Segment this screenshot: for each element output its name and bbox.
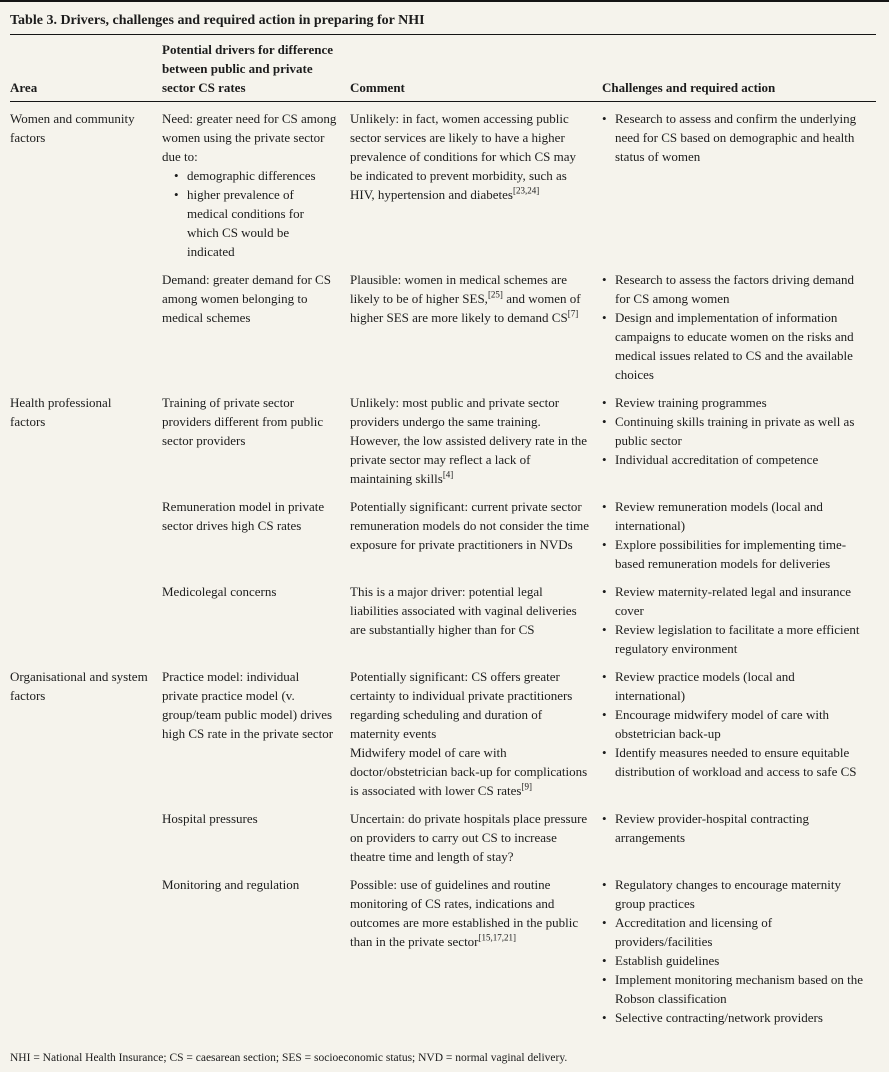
- challenge-item-text: Explore possibilities for implementing time-based remuneration models for deliveries: [615, 537, 847, 571]
- challenge-item-text: Implement monitoring mechanism based on the Robson classification: [615, 972, 864, 1006]
- challenge-item: [602, 705, 864, 743]
- bullet-icon: •: [602, 1010, 607, 1025]
- challenge-item-text: Research to assess the factors driving demand for CS among women: [615, 272, 854, 306]
- bullet-icon: •: [602, 811, 607, 826]
- reference-superscript: [23,24]: [512, 185, 540, 196]
- reference-superscript: [7]: [567, 308, 579, 319]
- comment-paragraph: Possible: use of guidelines and routine monitoring of CS rates, indications and outcomes are more established in the public than in the private sector[15,17,21]: [350, 877, 579, 949]
- bullet-icon: •: [602, 669, 607, 684]
- driver-cell: [162, 393, 350, 497]
- driver-text: Demand: greater demand for CS among women belonging to medical schemes: [162, 272, 331, 325]
- area-cell: Women and community factors: [10, 111, 135, 145]
- challenge-item-text: Design and implementation of information campaigns to educate women on the risks and medical issues related to CS and the available choices: [615, 310, 854, 382]
- challenge-item-text: Accreditation and licensing of providers/facilities: [615, 915, 773, 949]
- table-title: Table 3. Drivers, challenges and required action in preparing for NHI: [10, 8, 876, 35]
- bullet-icon: •: [602, 972, 607, 987]
- bullet-icon: •: [602, 111, 607, 126]
- challenge-item: [602, 450, 864, 469]
- col-header-area: Area: [10, 35, 162, 102]
- challenge-item-text: Review maternity-related legal and insurance cover: [615, 584, 852, 618]
- reference-superscript: [25]: [487, 289, 503, 300]
- comment-paragraph: Uncertain: do private hospitals place pressure on providers to carry out CS to increase theatre time and length of stay?: [350, 811, 588, 864]
- challenge-item: [602, 393, 864, 412]
- comment-cell: [350, 497, 602, 582]
- challenges-cell: [602, 667, 876, 809]
- comment-paragraph: Plausible: women in medical schemes are likely to be of higher SES,[25] and women of higher SES are more likely to demand CS[7]: [350, 272, 581, 325]
- comment-cell: [350, 270, 602, 393]
- bullet-icon: •: [602, 915, 607, 930]
- reference-superscript: [15,17,21]: [478, 932, 517, 943]
- challenge-item-text: Individual accreditation of competence: [615, 452, 819, 467]
- table-row: [10, 102, 876, 271]
- challenges-cell: [602, 875, 876, 1036]
- challenge-item-text: Encourage midwifery model of care with obstetrician back-up: [615, 707, 830, 741]
- challenge-item-text: Regulatory changes to encourage maternity group practices: [615, 877, 841, 911]
- challenge-item-text: Review provider-hospital contracting arrangements: [615, 811, 809, 845]
- challenge-item-text: Review practice models (local and international): [615, 669, 795, 703]
- bullet-icon: •: [602, 414, 607, 429]
- bullet-icon: •: [602, 877, 607, 892]
- challenges-cell: [602, 102, 876, 271]
- footnote: NHI = National Health Insurance; CS = caesarean section; SES = socioeconomic status; NVD = normal vaginal delivery.: [10, 1052, 568, 1064]
- challenge-item: [602, 951, 864, 970]
- challenge-item: [602, 970, 864, 1008]
- challenge-item-text: Research to assess and confirm the underlying need for CS based on demographic and health status of women: [615, 111, 857, 164]
- drivers-table: [10, 35, 876, 1036]
- challenges-cell: [602, 270, 876, 393]
- driver-text: Monitoring and regulation: [162, 877, 300, 892]
- bullet-icon: •: [174, 187, 179, 202]
- comment-cell: [350, 875, 602, 1036]
- bullet-icon: •: [602, 499, 607, 514]
- driver-cell: [162, 875, 350, 1036]
- comment-cell: [350, 393, 602, 497]
- challenge-item-text: Review legislation to facilitate a more efficient regulatory environment: [615, 622, 860, 656]
- challenge-item: [602, 743, 864, 781]
- driver-text: Training of private sector providers different from public sector providers: [162, 395, 324, 448]
- challenge-item: [602, 497, 864, 535]
- driver-bullet-text: higher prevalence of medical conditions for which CS would be indicated: [187, 187, 304, 259]
- header-row: [10, 35, 876, 102]
- bullet-icon: •: [602, 310, 607, 325]
- comment-paragraph: Unlikely: most public and private sector providers undergo the same training. However, the low assisted delivery rate in the private sector may reflect a lack of maintaining skills[4]: [350, 395, 588, 486]
- driver-cell: [162, 667, 350, 809]
- table-body: [10, 102, 876, 1037]
- bullet-icon: •: [602, 537, 607, 552]
- comment-paragraph: Unlikely: in fact, women accessing public sector services are likely to have a higher prevalence of conditions for which CS may be indicated to prevent morbidity, such as HIV, hypertension and diabetes[23,24]: [350, 111, 576, 202]
- comment-cell: [350, 809, 602, 875]
- col-header-drivers: Potential drivers for difference between public and private sector CS rates: [162, 35, 350, 102]
- challenge-item: [602, 913, 864, 951]
- challenge-item: [602, 308, 864, 384]
- bullet-icon: •: [602, 745, 607, 760]
- driver-cell: [162, 497, 350, 582]
- challenge-item: [602, 875, 864, 913]
- driver-bullet: [174, 166, 338, 185]
- reference-superscript: [4]: [442, 469, 454, 480]
- comment-cell: [350, 582, 602, 667]
- area-cell: Organisational and system factors: [10, 669, 148, 703]
- col-header-challenges: Challenges and required action: [602, 35, 876, 102]
- table-row: [10, 393, 876, 497]
- challenges-cell: [602, 809, 876, 875]
- challenge-item: [602, 582, 864, 620]
- challenge-item-text: Continuing skills training in private as well as public sector: [615, 414, 855, 448]
- driver-bullet: [174, 185, 338, 261]
- challenge-item: [602, 620, 864, 658]
- challenge-item-text: Establish guidelines: [615, 953, 720, 968]
- bullet-icon: •: [602, 272, 607, 287]
- challenge-item: [602, 1008, 864, 1027]
- bullet-icon: •: [602, 707, 607, 722]
- bullet-icon: •: [602, 584, 607, 599]
- comment-paragraph: This is a major driver: potential legal liabilities associated with vaginal deliveries are substantially higher than for CS: [350, 584, 577, 637]
- driver-text: Practice model: individual private practice model (v. group/team public model) drives high CS rate in the private sector: [162, 669, 334, 741]
- comment-cell: [350, 102, 602, 271]
- table-row: [10, 667, 876, 809]
- driver-text: Medicolegal concerns: [162, 584, 277, 599]
- challenge-item-text: Identify measures needed to ensure equitable distribution of workload and access to safe CS: [615, 745, 857, 779]
- comment-paragraph: Midwifery model of care with doctor/obstetrician back-up for complications is associated with lower CS rates[9]: [350, 745, 588, 798]
- driver-text: Need: greater need for CS among women using the private sector due to:: [162, 111, 337, 164]
- challenge-item: [602, 535, 864, 573]
- challenge-item-text: Review remuneration models (local and international): [615, 499, 823, 533]
- col-header-comment: Comment: [350, 35, 602, 102]
- challenge-item-text: Selective contracting/network providers: [615, 1010, 823, 1025]
- bullet-icon: •: [602, 622, 607, 637]
- challenge-item-text: Review training programmes: [615, 395, 767, 410]
- area-cell: Health professional factors: [10, 395, 112, 429]
- comment-cell: [350, 667, 602, 809]
- challenges-cell: [602, 393, 876, 497]
- challenge-item: [602, 412, 864, 450]
- reference-superscript: [9]: [521, 781, 532, 792]
- comment-paragraph: Potentially significant: current private sector remuneration models do not consider the time exposure for private practitioners in NVDs: [350, 499, 589, 552]
- challenge-item: [602, 270, 864, 308]
- challenge-item: [602, 109, 864, 166]
- comment-paragraph: Potentially significant: CS offers greater certainty to individual private practitioners regarding scheduling and duration of maternity events: [350, 669, 573, 741]
- challenge-item: [602, 809, 864, 847]
- driver-bullet-text: demographic differences: [187, 168, 316, 183]
- driver-text: Hospital pressures: [162, 811, 258, 826]
- bullet-icon: •: [602, 452, 607, 467]
- challenges-cell: [602, 497, 876, 582]
- bullet-icon: •: [602, 395, 607, 410]
- driver-cell: [162, 809, 350, 875]
- bullet-icon: •: [174, 168, 179, 183]
- table-header: [10, 35, 876, 102]
- driver-cell: [162, 582, 350, 667]
- driver-cell: [162, 102, 350, 271]
- bullet-icon: •: [602, 953, 607, 968]
- driver-cell: [162, 270, 350, 393]
- challenge-item: [602, 667, 864, 705]
- challenges-cell: [602, 582, 876, 667]
- driver-text: Remuneration model in private sector drives high CS rates: [162, 499, 325, 533]
